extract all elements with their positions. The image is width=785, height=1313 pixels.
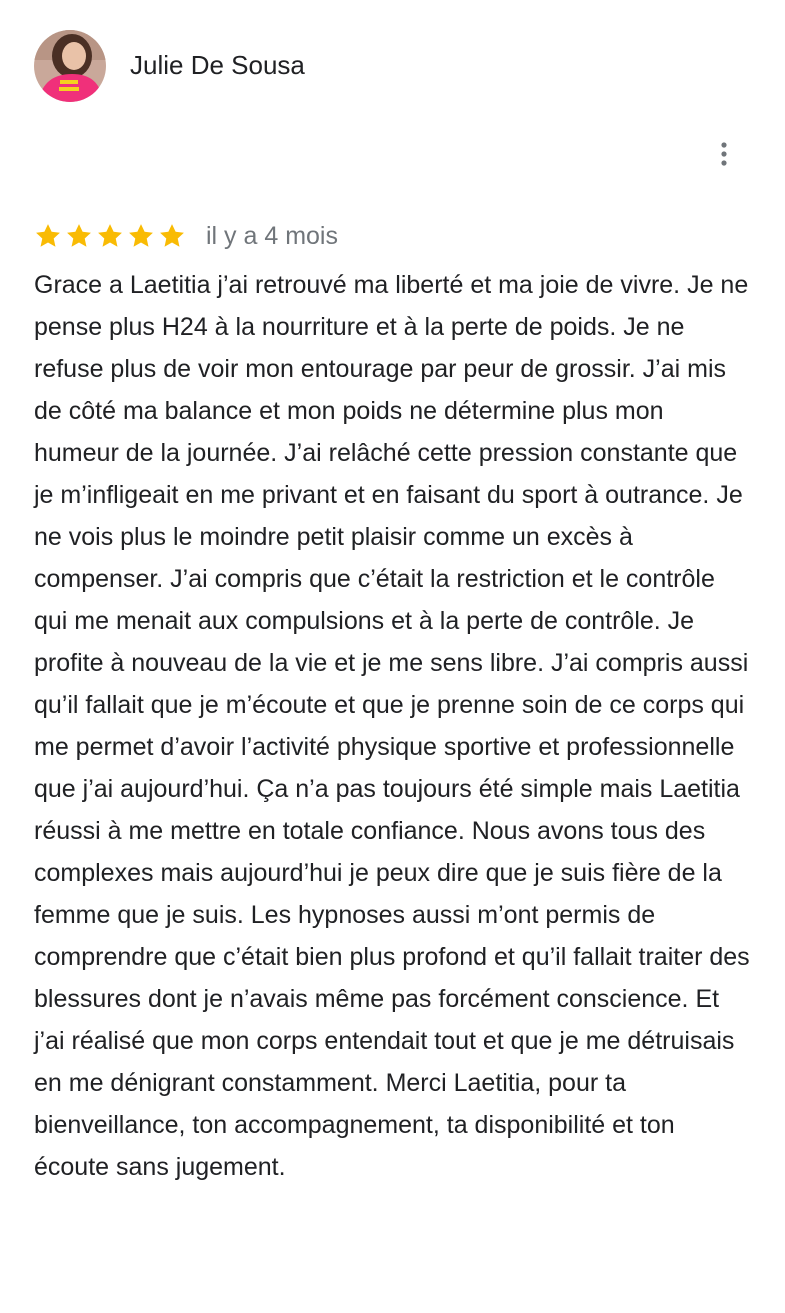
avatar[interactable] (34, 30, 106, 102)
star-icon (65, 222, 93, 250)
more-vertical-icon (720, 142, 728, 166)
more-options-button[interactable] (708, 138, 740, 170)
author-name[interactable]: Julie De Sousa (130, 50, 305, 80)
profile-photo-icon (34, 30, 106, 102)
rating-row (34, 219, 338, 253)
star-icon (158, 222, 186, 250)
star-rating (34, 222, 189, 250)
star-icon (34, 222, 62, 250)
review-date: il y a 4 mois (206, 222, 338, 250)
star-icon (96, 222, 124, 250)
review-text: Grace a Laetitia j’ai retrouvé ma liberté et ma joie de vivre. Je ne pense plus H24 à la nourriture et à la perte de poids. Je ne refuse plus de voir mon entourage par peur de grossir. J’ai mis de côté ma balance et mon poids ne détermine plus mon humeur de la journée. J’ai relâché cette pression constante que je m’infligeait en me privant et en faisant du sport à outrance. Je ne vois plus le moindre petit plaisir comme un excès à compenser. J’ai compris que c’était la restriction et le contrôle qui me menait aux compulsions et à la perte de contrôle. Je profite à nouveau de la vie et je me sens libre. J’ai compris aussi qu’il fallait que je m’écoute et que je prenne soin de ce corps qui me permet d’avoir l’activité physique sportive et professionnelle que j’ai aujourd’hui. Ça n’a pas toujours été simple mais Laetitia réussi à me mettre en totale confiance. Nous avons tous des complexes mais aujourd’hui je peux dire que je suis fière de la femme que je suis. Les hypnoses aussi m’ont permis de comprendre que c’était bien plus profond et qu’il fallait traiter des blessures dont je n’avais même pas forcément conscience. Et j’ai réalisé que mon corps entendait tout et que je me détruisais en me dénigrant constamment. Merci Laetitia, pour ta bienveillance, ton accompagnement, ta disponibilité et ton écoute sans jugement. (34, 271, 750, 1181)
star-icon (127, 222, 155, 250)
